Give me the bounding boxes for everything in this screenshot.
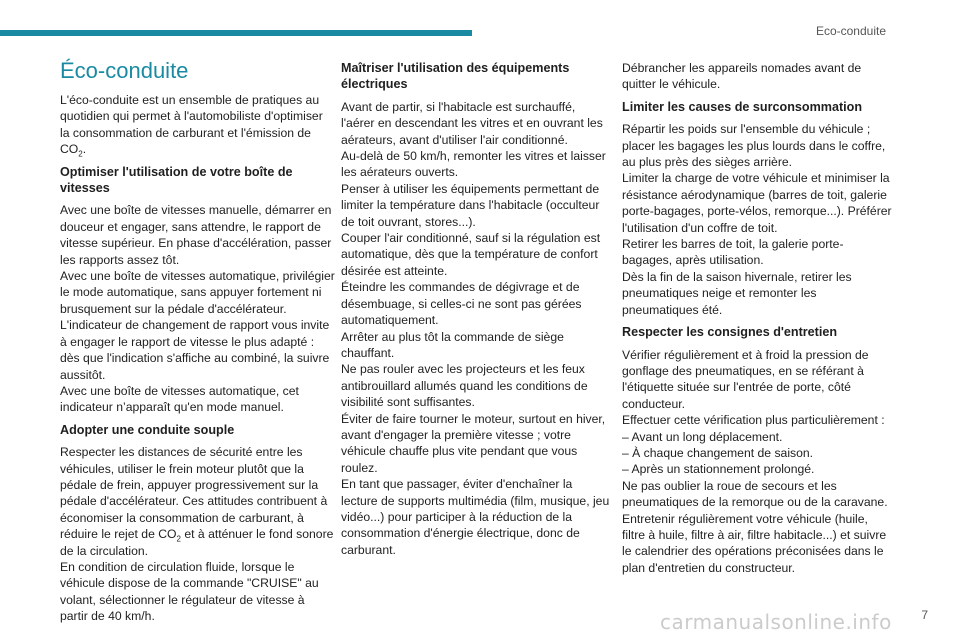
maintenance-line: Vérifier régulièrement et à froid la pression de gonflage des pneumatiques, en se référant à l'étiquette située sur l'entrée de porte, côté conducteur.: [622, 347, 869, 411]
overconsumption-line: Retirer les barres de toit, la galerie porte-bagages, après utilisation.: [622, 237, 844, 268]
intro-tail: .: [82, 142, 87, 157]
electrical-line: Arrêter au plus tôt la commande de siège chauffant.: [341, 329, 564, 360]
smooth-driving-text: Respecter les distances de sécurité entre les véhicules, utiliser le frein moteur plutôt que la pédale de frein, appuyer progressivement sur la pédale d'accélérateur. Ces attitudes contribuent à économiser la consommation de carburant, à réduire le rejet de CO: [60, 445, 328, 542]
electrical-line: Avant de partir, si l'habitacle est surchauffé, l'aérer en descendant les vitres et en ouvrant les aérateurs, avant d'utiliser l'air conditionné.: [341, 99, 603, 147]
electrical-line: Débrancher les appareils nomades avant de quitter le véhicule.: [622, 61, 862, 92]
maintenance-line: Ne pas oublier la roue de secours et les pneumatiques de la remorque ou de la caravane.: [622, 478, 888, 510]
maintenance-paragraph: [622, 347, 892, 577]
maintenance-list-item: – Après un stationnement prolongé.: [622, 462, 815, 477]
electrical-line: Éviter de faire tourner le moteur, surtout en hiver, avant d'engager la première vitesse ; votre véhicule chauffe plus vite pendant que vous roulez.: [341, 411, 606, 475]
intro-subscript: 2: [78, 149, 83, 159]
gearbox-line: Avec une boîte de vitesses automatique, cet indicateur n’apparaît qu'en mode manuel.: [60, 383, 299, 415]
smooth-driving-paragraph: [60, 444, 335, 624]
intro-text: L'éco-conduite est un ensemble de pratiques au quotidien qui permet à l'automobiliste d'optimiser la consommation de carburant et l'émission de CO: [60, 93, 323, 157]
header-accent-bar: [0, 30, 472, 36]
electrical-paragraph: [341, 99, 611, 558]
page-title: Éco-conduite: [60, 58, 189, 83]
maintenance-list-item: – Avant un long déplacement.: [622, 429, 783, 444]
electrical-line: Couper l'air conditionné, sauf si la régulation est automatique, dès que la température de confort désirée est atteinte.: [341, 231, 601, 278]
section-heading-maintenance: Respecter les consignes d'entretien: [622, 325, 838, 340]
overconsumption-line: Répartir les poids sur l'ensemble du véhicule ; placer les bagages les plus lourds dans le coffre, au plus près des sièges arrière.: [622, 122, 886, 170]
page-number: 7: [921, 608, 928, 622]
intro-paragraph: [60, 92, 335, 158]
unplug-paragraph: [622, 60, 892, 93]
electrical-line: En tant que passager, éviter d'enchaîner la lecture de supports multimédia (film, musique, jeu vidéo...) pour participer à la réduction de la consommation d'énergie électrique, donc de carburant.: [341, 477, 610, 557]
section-heading-electrical: Maîtriser l'utilisation des équipements électriques: [341, 61, 570, 92]
maintenance-line: Entretenir régulièrement votre véhicule (huile, filtre à huile, filtre à air, filtre habitacle...) et suivre le calendrier des opérations préconisées dans le plan d'entretien du constructeur.: [622, 511, 887, 575]
column-3: [622, 60, 892, 582]
electrical-line: Au-delà de 50 km/h, remonter les vitres et laisser les aérateurs ouverts.: [341, 149, 606, 180]
smooth-driving-subscript: 2: [176, 534, 181, 544]
section-heading-gearbox: Optimiser l'utilisation de votre boîte de vitesses: [60, 164, 293, 196]
overconsumption-line: Dès la fin de la saison hivernale, retirer les pneumatiques neige et remonter les pneumatiques été.: [622, 269, 852, 317]
column-1: [60, 58, 335, 631]
section-header-title: Eco-conduite: [815, 24, 886, 38]
smooth-driving-tail: et à atténuer le fond sonore de la circulation.: [60, 527, 334, 558]
gearbox-line: L'indicateur de changement de rapport vous invite à engager le rapport de vitesse le plus adapté : dès que l'indication s'affiche au combiné, la suivre aussitôt.: [60, 318, 330, 382]
maintenance-list-item: – À chaque changement de saison.: [622, 445, 814, 460]
column-2-content: [341, 60, 611, 564]
overconsumption-line: Limiter la charge de votre véhicule et minimiser la résistance aérodynamique (barres de toit, galerie porte-bagages, porte-vélos, remorque...). Préférer l'utilisation d'un coffre de toit.: [622, 171, 892, 235]
electrical-line: Éteindre les commandes de dégivrage et de désembuage, si celles-ci ne sont pas gérées automatiquement.: [341, 280, 582, 328]
maintenance-line: Effectuer cette vérification plus particulièrement :: [622, 413, 885, 428]
gearbox-line: Avec une boîte de vitesses automatique, privilégier le mode automatique, sans appuyer fortement ni brusquement sur la pédale d'accélérateur.: [60, 269, 335, 316]
electrical-line: Ne pas rouler avec les projecteurs et les feux antibrouillard allumés quand les conditions de visibilité sont suffisantes.: [341, 362, 588, 410]
overconsumption-paragraph: [622, 121, 892, 318]
gearbox-line: Avec une boîte de vitesses manuelle, démarrer en douceur et engager, sans attendre, le rapport de vitesse supérieur. En phase d'accélération, passer les rapports assez tôt.: [60, 203, 332, 267]
section-heading-overconsumption: Limiter les causes de surconsommation: [622, 99, 863, 114]
electrical-line: Penser à utiliser les équipements permettant de limiter la température dans l'habitacle (occulteur de toit ouvrant, stores...).: [341, 181, 600, 229]
section-heading-smooth-driving: Adopter une conduite souple: [60, 422, 235, 437]
cruise-text: En condition de circulation fluide, lorsque le véhicule dispose de la commande "CRUISE" au volant, sélectionner le régulateur de vitesse à partir de 40 km/h.: [60, 559, 319, 624]
gearbox-paragraph: [60, 202, 335, 415]
watermark: carmanualsonline.info: [660, 610, 892, 634]
